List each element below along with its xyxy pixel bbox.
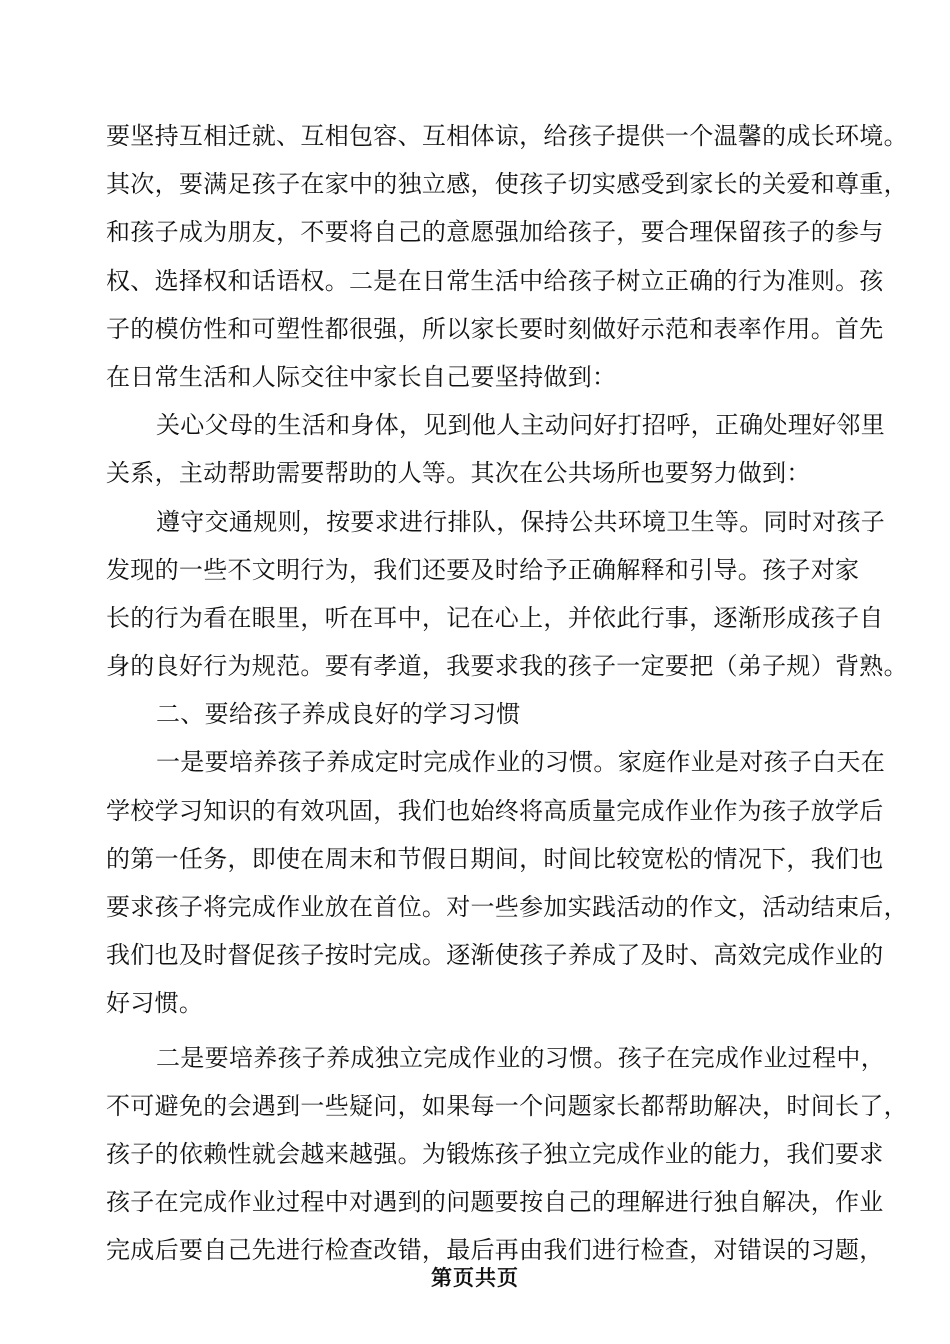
text-line: 我们也及时督促孩子按时完成。逐渐使孩子养成了及时、高效完成作业的 — [106, 941, 884, 970]
text-line: 孩子在完成作业过程中对遇到的问题要按自己的理解进行独自解决，作业 — [106, 1188, 884, 1217]
document-body — [106, 112, 908, 1275]
text-line: 要求孩子将完成作业放在首位。对一些参加实践活动的作文，活动结束后， — [106, 893, 908, 921]
text-line: 不可避免的会遇到一些疑问，如果每一个问题家长都帮助解决，时间长了， — [106, 1091, 908, 1120]
text-line: 关心父母的生活和身体，见到他人主动问好打招呼，正确处理好邻里 — [156, 411, 885, 440]
text-line: 身的良好行为规范。要有孝道，我要求我的孩子一定要把（弟子规）背熟。 — [106, 652, 908, 681]
text-line: 在日常生活和人际交往中家长自己要坚持做到： — [106, 362, 617, 391]
text-line: 二是要培养孩子养成独立完成作业的习惯。孩子在完成作业过程中， — [156, 1043, 885, 1072]
text-line: 的第一任务，即使在周末和节假日期间，时间比较宽松的情况下，我们也 — [106, 844, 884, 873]
text-line: 子的模仿性和可塑性都很强，所以家长要时刻做好示范和表率作用。首先 — [106, 314, 884, 343]
text-line: 权、选择权和话语权。二是在日常生活中给孩子树立正确的行为准则。孩 — [106, 266, 884, 295]
text-line: 学校学习知识的有效巩固，我们也始终将高质量完成作业作为孩子放学后 — [106, 796, 884, 825]
page-footer: 第页共页 — [431, 1266, 519, 1290]
text-line: 要坚持互相迁就、互相包容、互相体谅，给孩子提供一个温馨的成长环境。 — [106, 122, 908, 150]
text-line: 长的行为看在眼里，听在耳中，记在心上，并依此行事，逐渐形成孩子自 — [106, 603, 884, 632]
text-line: 好习惯。 — [106, 989, 204, 1018]
text-line: 关系，主动帮助需要帮助的人等。其次在公共场所也要努力做到： — [106, 459, 811, 488]
section-heading: 二、要给孩子养成良好的学习习惯 — [156, 700, 521, 729]
text-line: 孩子的依赖性就会越来越强。为锻炼孩子独立完成作业的能力，我们要求 — [106, 1139, 884, 1168]
text-line: 遵守交通规则，按要求进行排队，保持公共环境卫生等。同时对孩子 — [156, 507, 885, 536]
text-line: 完成后要自己先进行检查改错，最后再由我们进行检查，对错误的习题， — [106, 1236, 884, 1265]
text-line: 一是要培养孩子养成定时完成作业的习惯。家庭作业是对孩子白天在 — [156, 748, 885, 777]
text-line: 其次，要满足孩子在家中的独立感，使孩子切实感受到家长的关爱和尊重， — [106, 170, 908, 199]
text-line: 发现的一些不文明行为，我们还要及时给予正确解释和引导。孩子对家 — [106, 555, 860, 584]
text-line: 和孩子成为朋友，不要将自己的意愿强加给孩子，要合理保留孩子的参与 — [106, 218, 884, 247]
